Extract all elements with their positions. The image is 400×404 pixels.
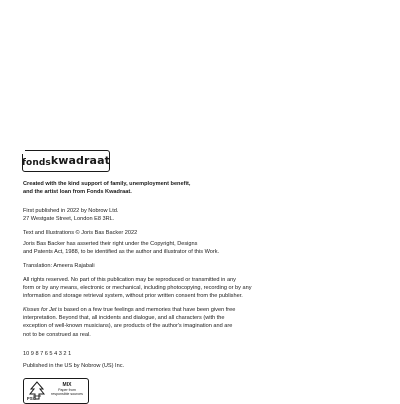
fiction-line-3: exception of well-known musicians), are products of the author's imagination and are (23, 323, 233, 330)
first-published: First published in 2022 by Nobrow Ltd. (23, 208, 119, 214)
fsc-mark: FSC (27, 396, 36, 401)
credits-line-2: and the artist loan from Fonds Kwadraat. (23, 189, 132, 196)
logo-corner-notch (17, 146, 25, 154)
fsc-line-2: responsible sources (51, 392, 83, 397)
fiction-line-2: interpretation. Beyond that, all incidents and dialogue, and all characters (with the (23, 315, 225, 322)
fonds-kwadraat-logo (22, 150, 110, 172)
fsc-mix: MIX (62, 382, 72, 388)
all-rights-reserved (23, 276, 383, 301)
logo-word-fonds: fonds (22, 158, 51, 168)
support-credits (23, 180, 383, 196)
credits-line-1: Created with the kind support of family, unemployment benefit, (23, 181, 191, 187)
fiction-line-4: not to be construed as real. (23, 331, 91, 338)
book-title: Kisses for Jet (23, 307, 57, 313)
printing-number-line: 10 9 8 7 6 5 4 3 2 1 (23, 351, 72, 357)
us-published: Published in the US by Nobrow (US) Inc. (23, 363, 125, 369)
translation-credit (23, 262, 383, 270)
rights-line-2: and Patents Act, 1988, to be identified as the author and illustrator of this Work. (23, 249, 220, 256)
fiction-disclaimer (23, 306, 383, 339)
publisher-address: 27 Westgate Street, London E8 3RL. (23, 216, 115, 223)
copyright-notice (23, 229, 383, 237)
reserved-line-2: form or by any means, electronic or mechanical, including photocopying, recording or by any (23, 285, 252, 292)
reserved-line-1: All rights reserved. No part of this publication may be reproduced or transmitted in any (23, 277, 236, 283)
rights-line-1: Joris Bas Backer has asserted their right under the Copyright, Designs (23, 241, 198, 247)
us-publication (23, 362, 383, 370)
print-line (23, 350, 383, 358)
fiction-line-1 (23, 306, 383, 314)
fsc-text (51, 382, 83, 396)
fsc-line-1: Paper from (58, 388, 76, 392)
moral-rights (23, 240, 383, 256)
text-illustrations-copyright: Text and Illustrations © Joris Bas Backer 2022 (23, 230, 138, 236)
reserved-line-3: information and storage retrieval system, without prior written consent from the publisher. (23, 293, 243, 300)
logo-word-kwadraat: kwadraat (50, 153, 110, 167)
translator: Translation: Ameera Rajabali (23, 263, 95, 269)
fiction-line-1-rest: is based on a few true feelings and memories that have been given free (56, 307, 236, 313)
publisher-info (23, 207, 383, 223)
